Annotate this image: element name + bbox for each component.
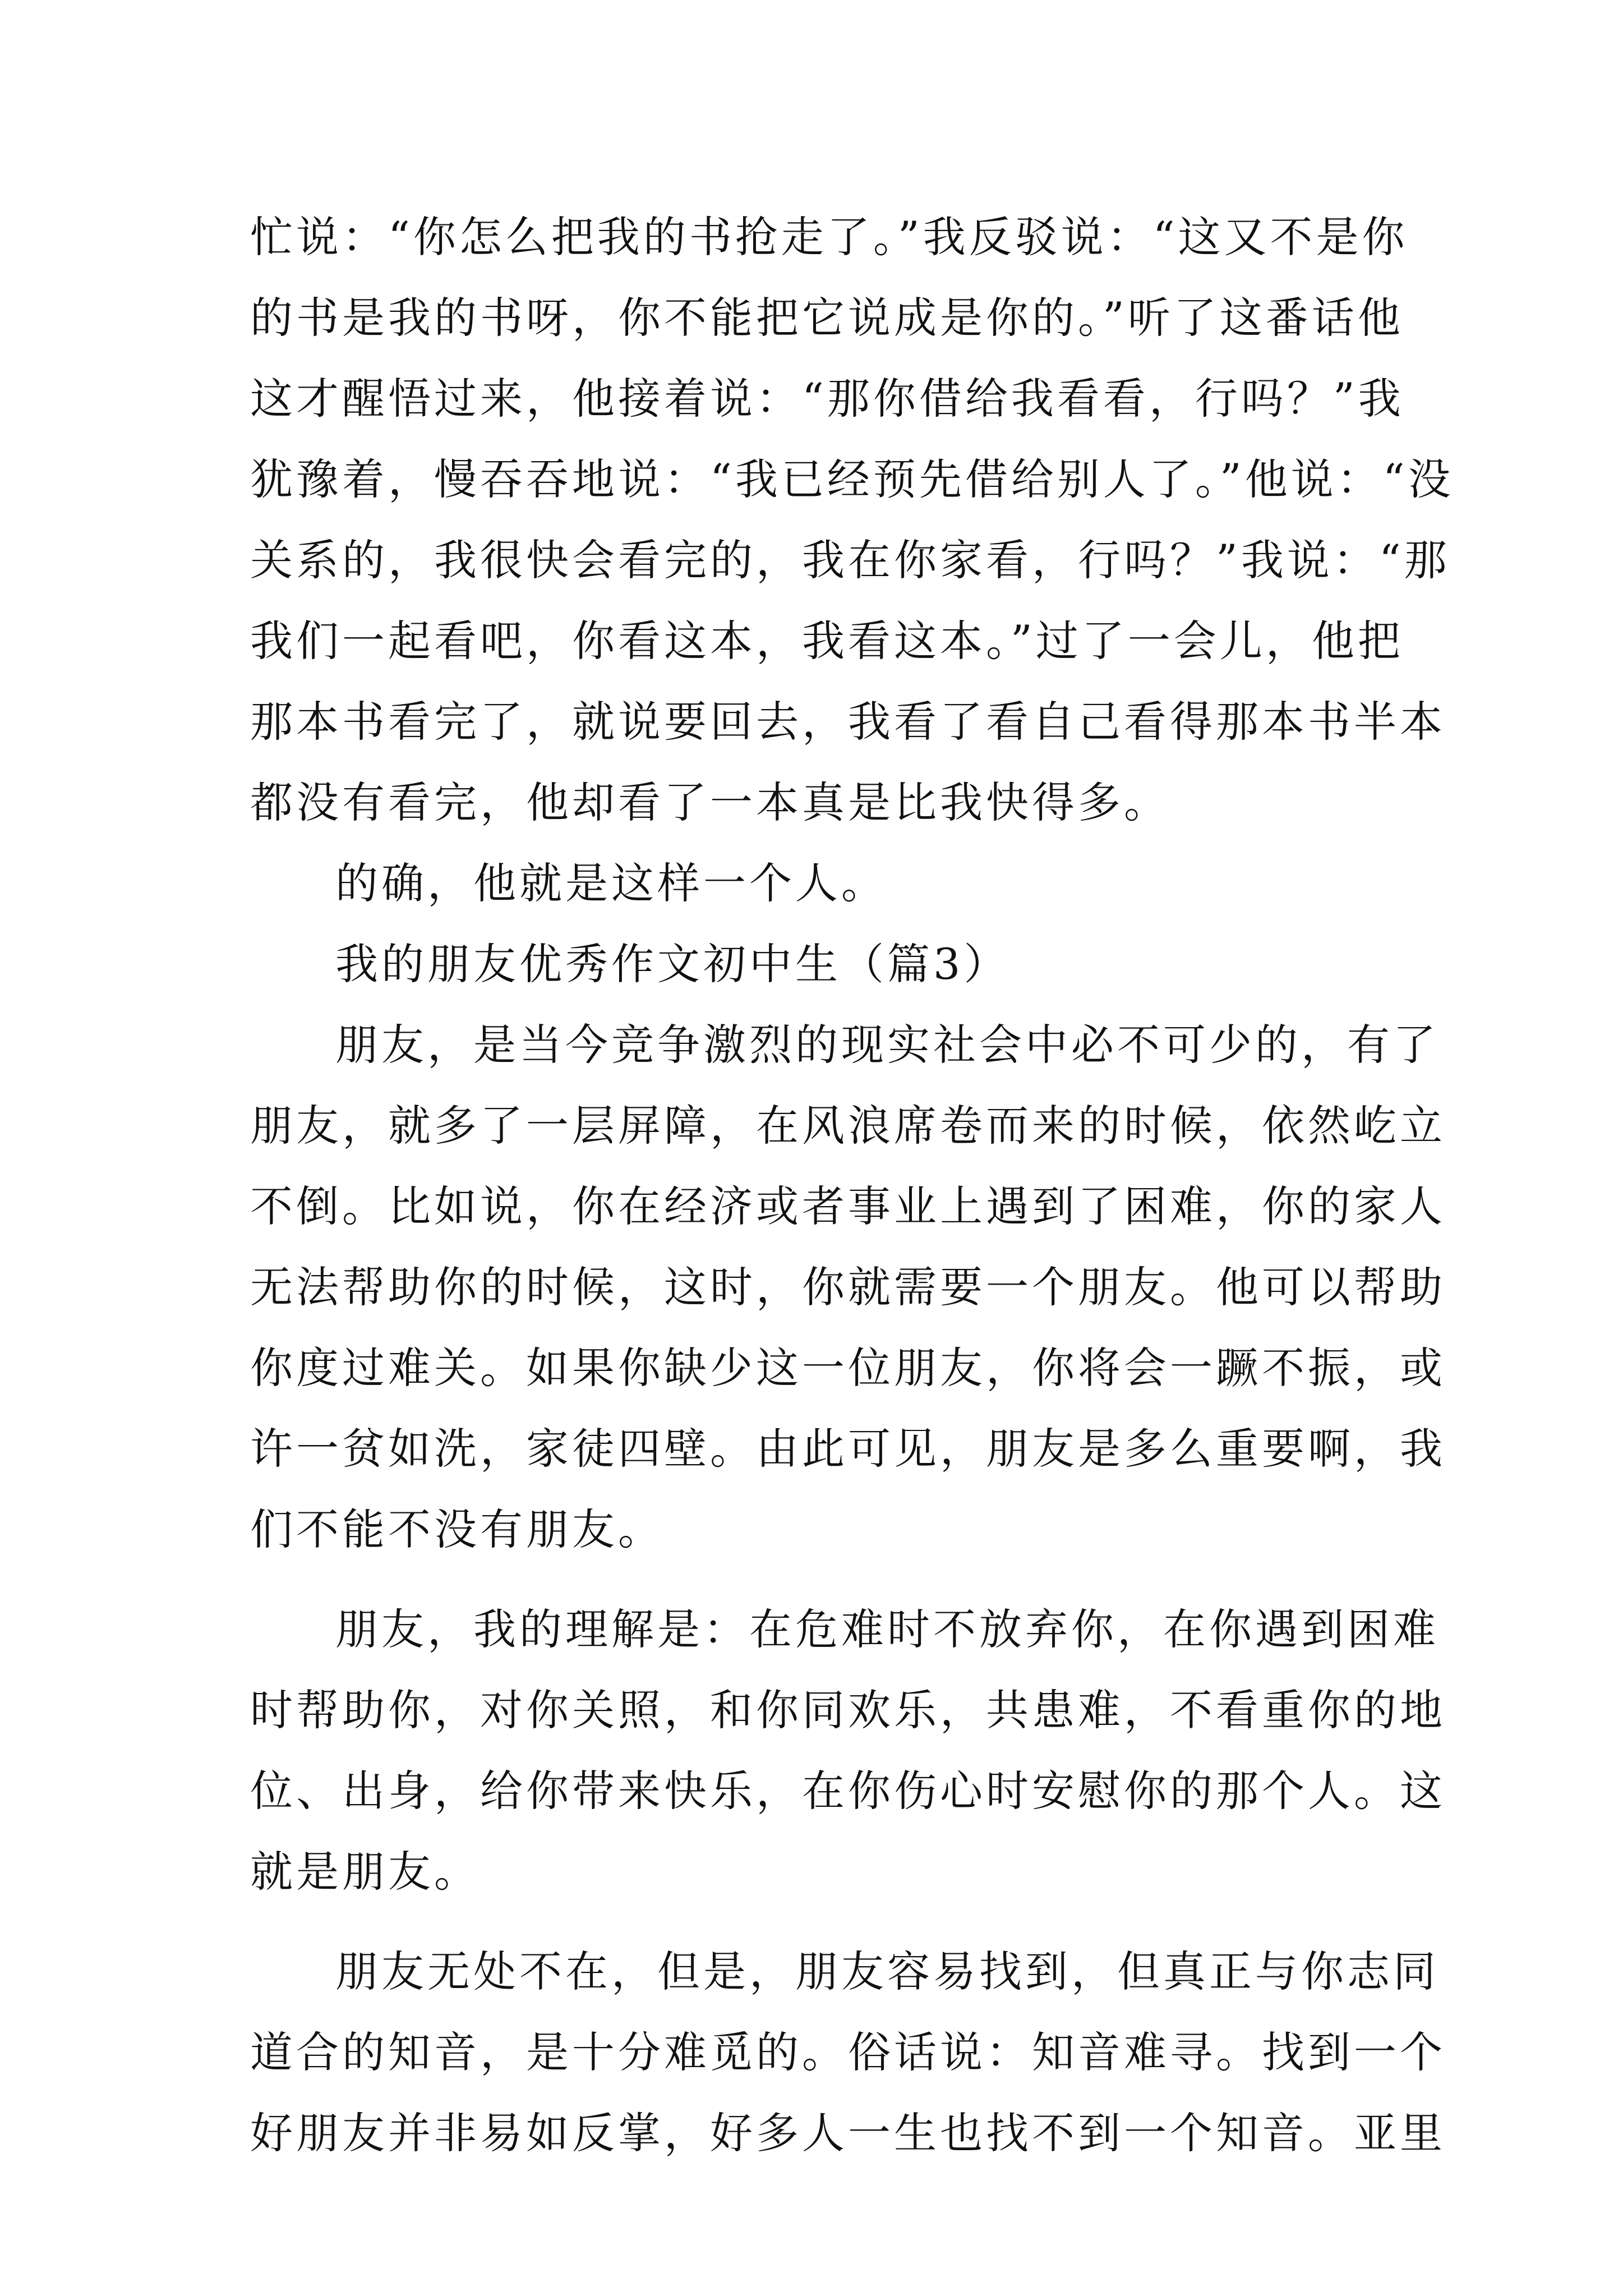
text-line: 我们一起看吧，你看这本，我看这本。”过了一会儿，他把 (250, 616, 1404, 666)
text-line: 好朋友并非易如反掌，好多人一生也找不到一个知音。亚里 (250, 2108, 1446, 2158)
text-line: 都没有看完，他却看了一本真是比我快得多。 (250, 777, 1170, 827)
text-line: 就是朋友。 (250, 1847, 480, 1897)
text-line: 无法帮助你的时候，这时，你就需要一个朋友。他可以帮助 (250, 1262, 1446, 1312)
text-line: 的确，他就是这样一个人。 (335, 858, 887, 908)
text-line: 朋友无处不在，但是，朋友容易找到，但真正与你志同 (335, 1947, 1439, 1996)
text-line: 的书是我的书呀，你不能把它说成是你的。”听了这番话他 (250, 293, 1404, 343)
text-line: 时帮助你，对你关照，和你同欢乐，共患难，不看重你的地 (250, 1685, 1446, 1735)
text-line: 不倒。比如说，你在经济或者事业上遇到了困难，你的家人 (250, 1181, 1446, 1231)
text-line: 们不能不没有朋友。 (250, 1504, 664, 1554)
text-line: 朋友，我的理解是：在危难时不放弃你，在你遇到困难 (335, 1604, 1439, 1654)
text-line: 朋友，是当今竞争激烈的现实社会中必不可少的，有了 (335, 1020, 1439, 1070)
text-line: 那本书看完了，就说要回去，我看了看自己看得那本书半本 (250, 697, 1446, 747)
text-line: 许一贫如洗，家徒四壁。由此可见，朋友是多么重要啊，我 (250, 1424, 1446, 1474)
text-line: 关系的，我很快会看完的，我在你家看，行吗？”我说：“那 (250, 535, 1450, 585)
text-line: 这才醒悟过来，他接着说：“那你借给我看看，行吗？”我 (250, 374, 1404, 424)
text-line: 忙说：“你怎么把我的书抢走了。”我反驳说：“这又不是你 (250, 212, 1408, 262)
text-line: 你度过难关。如果你缺少这一位朋友，你将会一蹶不振，或 (250, 1343, 1446, 1393)
section-heading: 我的朋友优秀作文初中生（篇3） (335, 939, 1010, 989)
text-line: 犹豫着，慢吞吞地说：“我已经预先借给别人了。”他说：“没 (250, 454, 1454, 504)
text-line: 位、出身，给你带来快乐，在你伤心时安慰你的那个人。这 (250, 1766, 1446, 1816)
text-line: 道合的知音，是十分难觅的。俗话说：知音难寻。找到一个 (250, 2027, 1446, 2077)
text-line: 朋友，就多了一层屏障，在风浪席卷而来的时候，依然屹立 (250, 1101, 1446, 1151)
body-text (250, 0, 1454, 2296)
